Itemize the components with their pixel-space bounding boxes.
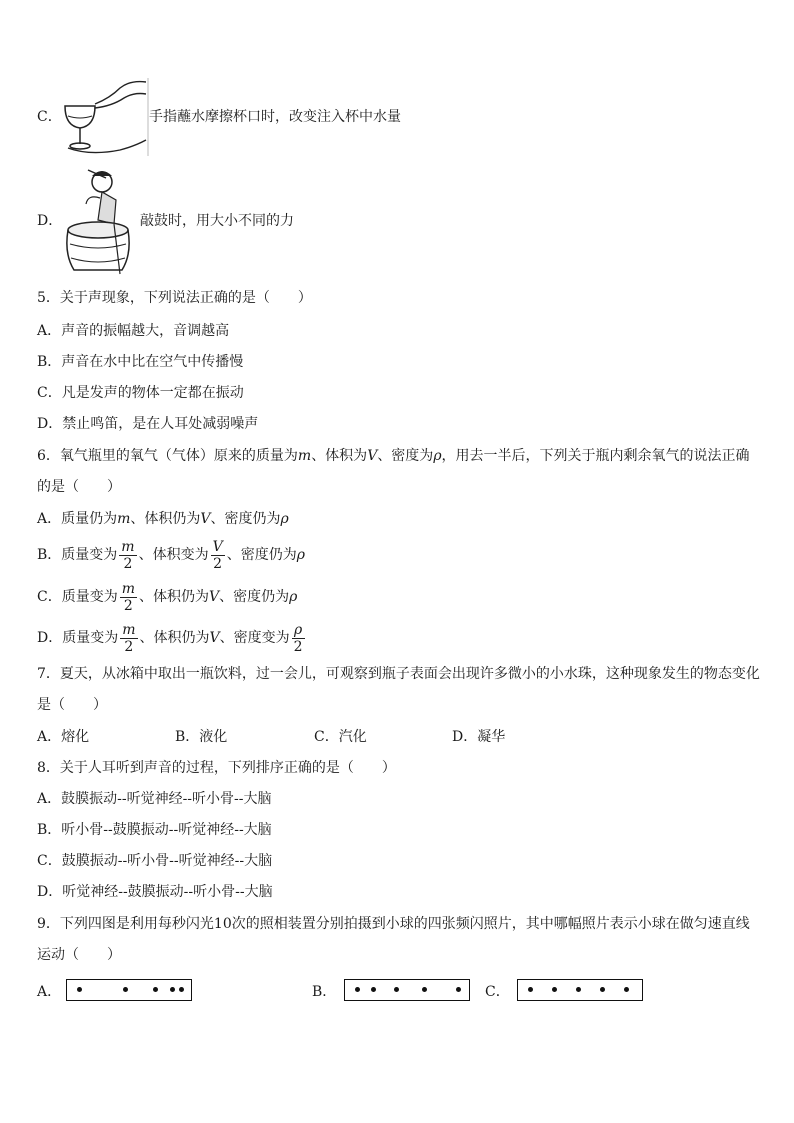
text: C．质量变为 xyxy=(37,589,118,605)
fraction-m-2 xyxy=(120,622,137,655)
q8-option-b: B．听小骨--鼓膜振动--听觉神经--大脑 xyxy=(37,822,272,838)
denominator: 2 xyxy=(293,638,303,655)
ball-dot xyxy=(170,987,175,992)
q6-option-b xyxy=(37,538,305,572)
ball-dot xyxy=(123,987,128,992)
q8-option-a: A．鼓膜振动--听觉神经--听小骨--大脑 xyxy=(37,791,272,807)
q8-stem: 8．关于人耳听到声音的过程，下列排序正确的是（ ） xyxy=(37,760,396,776)
numerator: V xyxy=(212,538,223,555)
var-v: V xyxy=(200,511,211,527)
q9-label-b: B． xyxy=(312,984,337,1000)
q5-option-c: C．凡是发声的物体一定都在振动 xyxy=(37,385,244,401)
text: 、密度变为 xyxy=(219,630,290,646)
numerator: m xyxy=(122,621,136,638)
denominator: 2 xyxy=(123,555,133,572)
q6-option-a xyxy=(37,509,289,529)
var-rho: ρ xyxy=(280,511,289,527)
text: 、体积仍为 xyxy=(130,511,201,527)
var-rho: ρ xyxy=(433,448,442,464)
q4-option-c-text: 手指蘸水摩擦杯口时，改变注入杯中水量 xyxy=(149,109,401,125)
fraction-m-2 xyxy=(120,581,137,614)
q6-stem-line1 xyxy=(37,446,750,466)
q7-option-b: B．液化 xyxy=(175,729,228,745)
text: 、体积变为 xyxy=(138,547,209,563)
q7-option-a: A．熔化 xyxy=(37,729,90,745)
fraction-v-2 xyxy=(211,539,225,572)
q6-option-d xyxy=(37,621,307,655)
q9-label-a: A． xyxy=(37,984,62,1000)
var-v: V xyxy=(367,448,378,464)
ball-dot xyxy=(528,987,533,992)
ball-dot xyxy=(355,987,360,992)
var-m: m xyxy=(117,511,131,527)
ball-dot xyxy=(422,987,427,992)
glass-finger-illustration xyxy=(60,76,152,158)
q7-option-d: D．凝华 xyxy=(452,729,506,745)
denominator: 2 xyxy=(124,638,134,655)
fraction-m-2 xyxy=(119,539,136,572)
ball-dot xyxy=(153,987,158,992)
text: 、体积仍为 xyxy=(139,589,209,605)
text: A．质量仍为 xyxy=(37,511,118,527)
q4-option-d-text: 敲鼓时，用大小不同的力 xyxy=(140,213,294,229)
q5-option-b: B．声音在水中比在空气中传播慢 xyxy=(37,354,244,370)
ball-dot xyxy=(456,987,461,992)
photo-strip-a xyxy=(66,979,192,1001)
ball-dot xyxy=(576,987,581,992)
text: 、体积仍为 xyxy=(139,630,210,646)
drum-boy-illustration xyxy=(58,164,142,278)
var-rho: ρ xyxy=(289,589,298,605)
ball-dot xyxy=(600,987,605,992)
q6-stem-line2: 的是（ ） xyxy=(37,479,121,495)
q6-stem-part: ，用去一半后，下列关于瓶内剩余氧气的说法正确 xyxy=(441,448,750,464)
q9-label-c: C． xyxy=(485,984,510,1000)
denominator: 2 xyxy=(213,555,223,572)
q6-stem-part: 、密度为 xyxy=(377,448,434,464)
q8-option-d: D．听觉神经--鼓膜振动--听小骨--大脑 xyxy=(37,884,273,900)
text: D．质量变为 xyxy=(37,630,119,646)
photo-strip-c xyxy=(517,979,643,1001)
q7-option-c: C．汽化 xyxy=(314,729,367,745)
q4-option-c xyxy=(37,107,62,127)
ball-dot xyxy=(179,987,184,992)
numerator: ρ xyxy=(292,622,305,639)
fraction-rho-2 xyxy=(292,622,305,655)
var-v: V xyxy=(209,630,220,646)
var-rho: ρ xyxy=(296,547,305,563)
q9-stem-line2: 运动（ ） xyxy=(37,947,121,963)
ball-dot xyxy=(394,987,399,992)
ball-dot xyxy=(77,987,82,992)
q5-option-d: D．禁止鸣笛，是在人耳处减弱噪声 xyxy=(37,416,259,432)
text: B．质量变为 xyxy=(37,547,118,563)
option-letter: C． xyxy=(37,109,62,125)
text: 、密度仍为 xyxy=(226,547,297,563)
var-m: m xyxy=(297,448,312,464)
ball-dot xyxy=(552,987,557,992)
ball-dot xyxy=(624,987,629,992)
numerator: m xyxy=(121,580,135,597)
q6-option-c xyxy=(37,580,297,614)
q9-stem-line1: 9．下列四图是利用每秒闪光10次的照相装置分别拍摄到小球的四张频闪照片，其中哪幅照片表示小球在做匀速直线 xyxy=(37,916,750,932)
q7-stem-line2: 是（ ） xyxy=(37,697,107,713)
photo-strip-b xyxy=(344,979,470,1001)
var-v: V xyxy=(209,589,220,605)
q6-stem-part: 6．氧气瓶里的氧气（气体）原来的质量为 xyxy=(37,448,298,464)
text: 、密度仍为 xyxy=(210,511,281,527)
numerator: m xyxy=(121,538,135,555)
q6-stem-part: 、体积为 xyxy=(311,448,368,464)
denominator: 2 xyxy=(123,597,133,614)
ball-dot xyxy=(371,987,376,992)
q7-stem-line1: 7．夏天，从冰箱中取出一瓶饮料，过一会儿，可观察到瓶子表面会出现许多微小的小水珠，这种现象发生的物态变化 xyxy=(37,666,760,682)
q5-stem: 5．关于声现象，下列说法正确的是（ ） xyxy=(37,290,312,306)
q5-option-a: A．声音的振幅越大，音调越高 xyxy=(37,323,230,339)
text: 、密度仍为 xyxy=(219,589,290,605)
option-letter: D． xyxy=(37,213,63,229)
q8-option-c: C．鼓膜振动--听小骨--听觉神经--大脑 xyxy=(37,853,273,869)
